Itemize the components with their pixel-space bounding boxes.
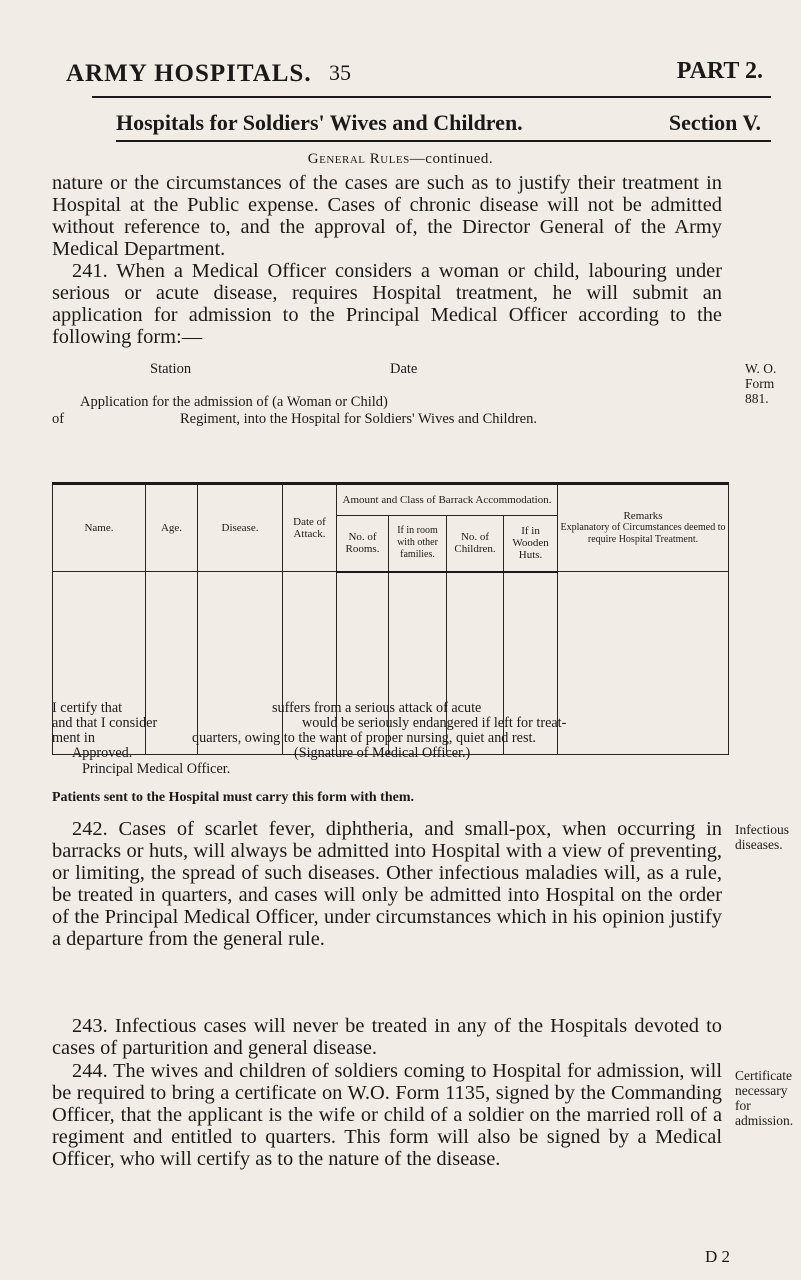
col-date-of-attack: Date of Attack. <box>283 484 337 572</box>
cert-2a: and that I consider <box>52 715 158 731</box>
paragraph-243: 243. Infectious cases will never be treated in any of the Hospitals devoted to cases of parturition and general disease. <box>52 1015 722 1059</box>
form-cell <box>558 572 729 755</box>
cert-1b: suffers from a serious attack of acute <box>272 700 482 716</box>
remarks-body: Explanatory of Circumstances deemed to require Hospital Treatment. <box>560 522 726 545</box>
cert-pmo: Principal Medical Officer. <box>82 761 231 777</box>
cert-1a: I certify that <box>52 700 123 716</box>
margin-note-form-881: W. O. Form 881. <box>745 361 777 406</box>
running-header-title: ARMY HOSPITALS. <box>66 60 312 87</box>
col-in-room: If in room with other families. <box>389 516 447 572</box>
col-no-rooms: No. of Rooms. <box>337 516 389 572</box>
part-label: PART 2. <box>676 58 763 84</box>
form-regiment: Regiment, into the Hospital for Soldiers' Wives and Children. <box>180 411 537 427</box>
general-rules-label: General Rules <box>307 151 410 167</box>
header-rule <box>92 96 771 98</box>
form-station: Station <box>150 361 192 377</box>
section-label: Section V. <box>668 110 761 135</box>
col-wooden-huts: If in Wooden Huts. <box>504 516 558 572</box>
cert-signature: (Signature of Medical Officer.) <box>294 745 471 761</box>
cert-3a: ment in <box>52 730 95 746</box>
cert-approved: Approved. <box>72 745 133 761</box>
col-no-children: No. of Children. <box>447 516 504 572</box>
form-cell <box>198 572 283 755</box>
paragraph-intro: nature or the circumstances of the cases are such as to justify their treatment in Hospital at the Public expense. Cases of chronic disease will not be admitted without reference to, and the approval of, the Director General of the Army Medical Department. <box>52 172 722 260</box>
section-title: Hospitals for Soldiers' Wives and Children. <box>116 110 523 135</box>
form-of: of <box>52 411 65 427</box>
paragraph-241: 241. When a Medical Officer considers a woman or child, labouring under serious or acute disease, requires Hospital treatment, he will submit an application for admission to the Principal Medical Officer according to the following form:— <box>52 260 722 348</box>
general-rules-heading <box>0 151 801 168</box>
cert-3b: quarters, owing to the want of proper nursing, quiet and rest. <box>192 730 536 746</box>
col-disease: Disease. <box>198 484 283 572</box>
paragraph-244: 244. The wives and children of soldiers coming to Hospital for admission, will be required to bring a certificate on W.O. Form 1135, signed by the Commanding Officer, that the applicant is the wife or child of a soldier on the married roll of a regiment and entitled to quarters. This form will also be signed by a Medical Officer, who will certify as to the nature of the disease. <box>52 1060 722 1170</box>
cert-2b: would be seriously endangered if left for treat- <box>302 715 567 731</box>
margin-note-infectious: Infectious diseases. <box>735 822 789 852</box>
remarks-title: Remarks <box>623 510 663 522</box>
form-date: Date <box>390 361 418 377</box>
col-accommodation: Amount and Class of Barrack Accommodation. <box>337 484 558 516</box>
col-age: Age. <box>146 484 198 572</box>
signature-mark: D 2 <box>705 1247 731 1266</box>
subheader-rule <box>116 140 771 142</box>
page-number: 35 <box>329 60 351 85</box>
col-name: Name. <box>53 484 146 572</box>
general-rules-suffix: —continued. <box>409 151 494 167</box>
col-remarks <box>558 484 729 572</box>
margin-note-certificate: Certificate necessary for admission. <box>735 1068 794 1128</box>
paragraph-242: 242. Cases of scarlet fever, diphtheria, and small-pox, when occurring in barracks or huts, will always be admitted into Hospital with a view of preventing, or limiting, the spread of such diseases. Other infectious maladies will, as a rule, be treated in quarters, and cases will only be admitted into Hospital on the order of the Principal Medical Officer, under circumstances which in his opinion justify a departure from the general rule. <box>52 818 722 950</box>
form-application: Application for the admission of (a Woman or Child) <box>80 394 388 410</box>
patients-note: Patients sent to the Hospital must carry this form with them. <box>52 790 415 805</box>
